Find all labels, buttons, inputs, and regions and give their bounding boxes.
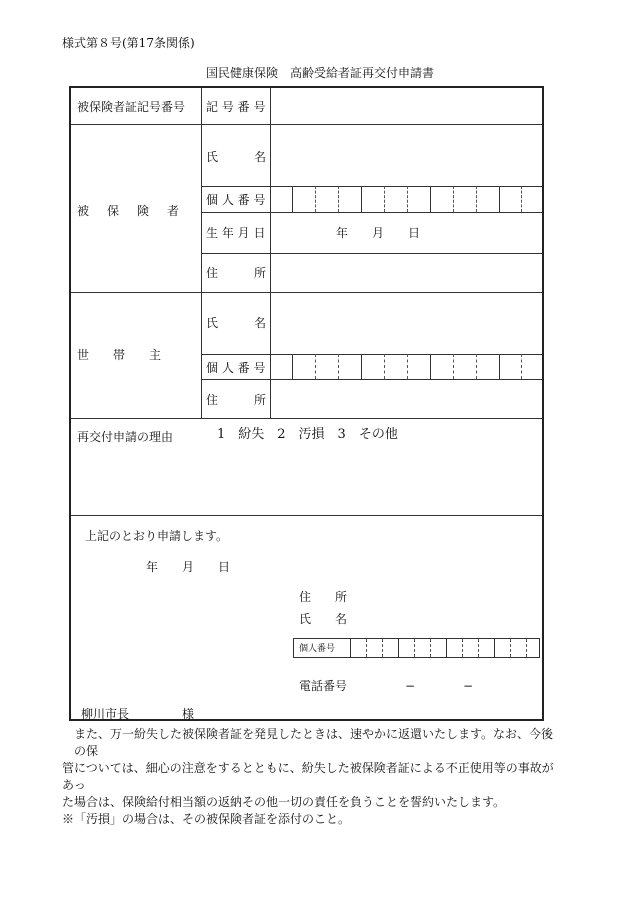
reason-label: 再交付申請の理由 <box>77 430 174 444</box>
row-divider <box>71 124 542 125</box>
honorific: 様 <box>182 707 195 721</box>
head-name-label: 氏 名 <box>206 316 267 330</box>
head-personal-number-label: 個 人 番 号 <box>206 361 266 375</box>
birth-date-label: 生 年 月 日 <box>206 226 266 240</box>
phone-separator: − <box>405 679 416 693</box>
note-line: た場合は、保険給付相当額の返納その他一切の責任を負うことを誓約いたします。 <box>62 795 506 809</box>
digit-divider <box>526 639 527 657</box>
head-personal-number-field[interactable] <box>273 356 539 377</box>
digit-divider <box>430 639 431 657</box>
insured-personal-number-field[interactable] <box>273 188 539 210</box>
head-address-field[interactable] <box>273 381 539 416</box>
note-line: ※「汚損」の場合は、その被保険者証を添付のこと。 <box>62 812 351 826</box>
digit-divider <box>382 639 383 657</box>
head-of-household-label: 世 帯 主 <box>77 348 162 362</box>
kigo-bango-label: 記 号 番 号 <box>206 100 266 114</box>
digit-divider <box>414 639 415 657</box>
row-divider <box>201 379 542 380</box>
addressee: 柳川市長 <box>81 707 130 721</box>
insured-name-label: 氏 名 <box>206 150 267 164</box>
form-number: 様式第８号(第17条関係) <box>62 36 195 50</box>
row-divider <box>71 515 542 516</box>
digit-divider <box>478 639 479 657</box>
digit-divider <box>350 639 351 657</box>
insured-name-field[interactable] <box>273 127 539 184</box>
insured-address-field[interactable] <box>273 256 539 290</box>
row-divider <box>71 418 542 419</box>
application-statement: 上記のとおり申請します。 <box>85 529 229 543</box>
phone-separator: − <box>463 679 474 693</box>
birth-date-value[interactable]: 年 月 日 <box>336 226 421 240</box>
insured-address-label: 住 所 <box>206 266 267 280</box>
form-frame <box>69 86 544 721</box>
applicant-address-label: 住 所 <box>299 590 348 604</box>
document-title: 国民健康保険 高齢受給者証再交付申請書 <box>206 66 435 80</box>
notes <box>62 726 562 828</box>
row-divider <box>201 354 542 355</box>
row-divider <box>201 212 542 213</box>
application-date[interactable]: 年 月 日 <box>146 560 231 574</box>
applicant-personal-number-box[interactable] <box>293 638 540 658</box>
row-divider <box>201 253 542 254</box>
row-divider <box>201 186 542 187</box>
digit-divider <box>398 639 399 657</box>
applicant-name-label: 氏 名 <box>299 612 348 626</box>
digit-divider <box>494 639 495 657</box>
note-line: また、万一紛失した被保険者証を発見したときは、速やかに返還いたします。なお、今後の保 <box>74 727 554 758</box>
digit-divider <box>510 639 511 657</box>
digit-divider <box>366 639 367 657</box>
reason-options[interactable]: 1 紛失 2 汚損 3 その他 <box>217 427 398 442</box>
head-address-label: 住 所 <box>206 393 267 407</box>
insured-label: 被 保 険 者 <box>77 204 183 218</box>
insured-personal-number-label: 個 人 番 号 <box>206 193 266 207</box>
head-name-field[interactable] <box>273 295 539 352</box>
col-divider <box>270 88 271 418</box>
cert-number-label: 被保険者証記号番号 <box>77 100 186 114</box>
note-line: 管については、細心の注意をするとともに、紛失した被保険者証による不正使用等の事故があっ <box>62 761 554 792</box>
col-divider <box>201 88 202 418</box>
applicant-personal-number-label: 個人番号 <box>299 644 336 654</box>
digit-divider <box>462 639 463 657</box>
digit-divider <box>446 639 447 657</box>
row-divider <box>71 292 542 293</box>
cert-number-field[interactable] <box>273 90 539 122</box>
phone-label: 電話番号 <box>299 679 348 693</box>
